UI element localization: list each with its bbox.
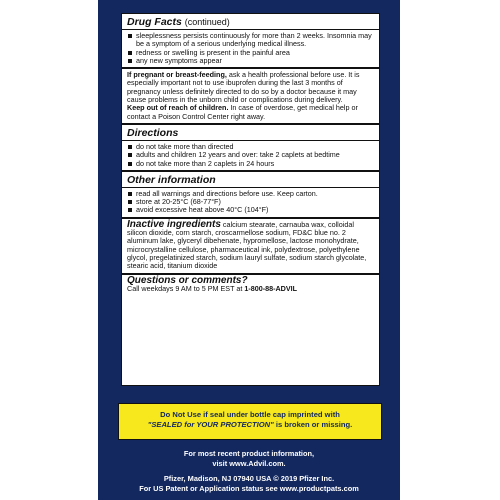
product-info-link: visit www.Advil.com. (212, 459, 286, 468)
stop-use-item: sleeplessness persists continuously for more than 2 weeks. Insomnia may be a symptom of a serious underlying medical illness. (127, 32, 374, 49)
drug-facts-heading (122, 16, 379, 30)
company-footer (98, 474, 400, 494)
directions-heading: Directions (122, 127, 379, 141)
directions-item: do not take more than directed (127, 143, 374, 151)
drug-facts-continued: (continued) (184, 17, 230, 27)
pregnancy-warning (127, 71, 374, 104)
pregnancy-label: If pregnant or breast-feeding, (127, 70, 227, 80)
seal-warning-box (118, 403, 382, 440)
children-label: Keep out of reach of children. (127, 103, 229, 113)
inactive-ingredients-text: calcium stearate, carnauba wax, colloidal silicon dioxide, corn starch, croscarmellose sodium, FD&C blue no. 2 aluminum lake, glyceryl dibehenate, hypromellose, lactose monohydrate, microcrystalline cellulose, pharmaceutical ink, polydextrose, polyethylene glycol, pregelatinized starch, sodium lauryl sulfate, sodium starch glycolate, stearic acid, titanium dioxide (127, 219, 367, 271)
children-text: In case of overdose, get medical help or contact a Poison Control Center right away. (127, 103, 358, 121)
stop-use-item: redness or swelling is present in the painful area (127, 49, 374, 57)
pregnancy-section (122, 69, 379, 125)
children-warning (127, 104, 374, 121)
product-info-footer (98, 449, 400, 469)
seal-warning-quote: "SEALED for YOUR PROTECTION" (147, 420, 274, 429)
other-information-item: read all warnings and directions before use. Keep carton. (127, 190, 374, 198)
stop-use-item: any new symptoms appear (127, 57, 374, 65)
seal-warning-rest: is broken or missing. (275, 420, 353, 429)
other-information-item: avoid excessive heat above 40°C (104°F) (127, 206, 374, 214)
questions-text: Call weekdays 9 AM to 5 PM EST at (127, 283, 243, 293)
other-information-item: store at 20-25°C (68-77°F) (127, 198, 374, 206)
questions-heading: Questions or comments? (127, 274, 248, 286)
phone-number: 1-800-88-ADVIL (244, 283, 298, 293)
drug-facts-panel (121, 13, 380, 386)
patent-line: For US Patent or Application status see www.productpats.com (139, 484, 359, 493)
company-line: Pfizer, Madison, NJ 07940 USA © 2019 Pfizer Inc. (163, 474, 335, 483)
inactive-ingredients-heading: Inactive ingredients (127, 218, 221, 230)
directions-item: adults and children 12 years and over: take 2 caplets at bedtime (127, 151, 374, 159)
directions-item: do not take more than 2 caplets in 24 hours (127, 160, 374, 168)
inactive-ingredients-section (122, 219, 379, 275)
inactive-ingredients (127, 218, 374, 271)
questions-section (122, 275, 379, 296)
drug-facts-title: Drug Facts (127, 16, 182, 28)
pregnancy-text: ask a health professional before use. It is especially important not to use ibuprofen during the last 3 months of pregnancy unless definitely directed to do so by a doctor because it may cause problems in the unborn child or complications during delivery. (127, 70, 360, 105)
directions-section (122, 125, 379, 172)
questions-contact (127, 285, 374, 293)
seal-warning-line1: Do Not Use if seal under bottle cap imprinted with (160, 410, 340, 419)
seal-warning-line2 (119, 420, 381, 430)
product-info-line1: For most recent product information, (183, 449, 315, 458)
drug-facts-section (122, 14, 379, 69)
other-information-heading: Other information (122, 174, 379, 188)
other-information-section (122, 172, 379, 219)
